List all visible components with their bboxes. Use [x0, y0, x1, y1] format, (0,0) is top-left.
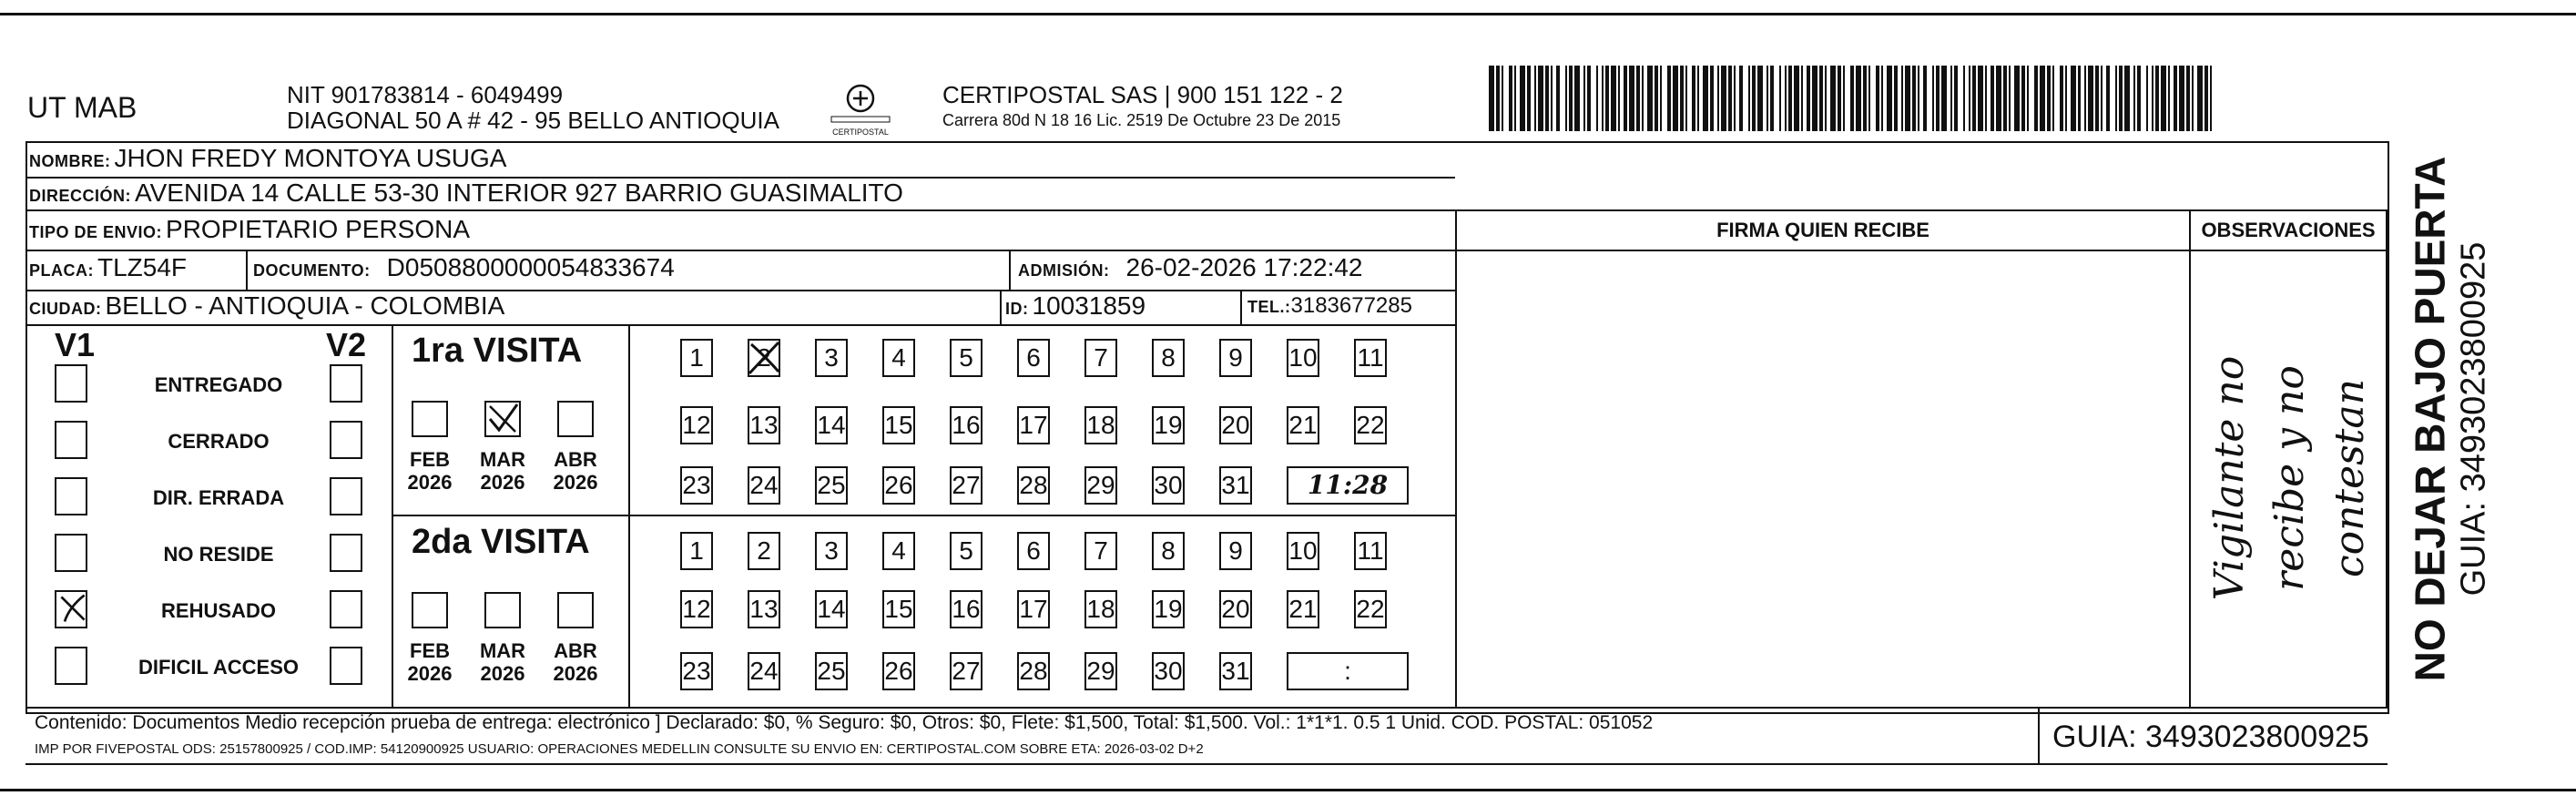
visit1-day-cell[interactable]: 9	[1219, 339, 1252, 377]
visit2-day-cell[interactable]: 30	[1152, 652, 1185, 690]
barcode-bar	[2212, 66, 2217, 131]
status-label: ENTREGADO	[154, 373, 283, 396]
visit2-day-cell[interactable]: 19	[1152, 590, 1185, 628]
visit2-day-cell[interactable]: 24	[748, 652, 780, 690]
visit2-time-field[interactable]: :	[1287, 652, 1409, 690]
admission-field	[1018, 253, 1363, 282]
status-v2-checkbox[interactable]	[330, 421, 362, 459]
visit1-month-label: ABR 2026	[553, 448, 598, 495]
visit1-day-cell[interactable]: 10	[1287, 339, 1319, 377]
status-v1-checkbox[interactable]	[55, 364, 87, 403]
months-divider	[628, 324, 630, 707]
visit2-month-checkbox[interactable]	[412, 592, 448, 628]
visit2-day-cell[interactable]: 28	[1017, 652, 1050, 690]
visit2-day-cell[interactable]: 14	[815, 590, 848, 628]
id-value: 10031859	[1032, 291, 1146, 320]
document-value: D0508800000054833674	[386, 253, 675, 281]
name-value: JHON FREDY MONTOYA USUGA	[114, 144, 507, 172]
status-divider	[392, 324, 393, 707]
plate-field	[29, 253, 187, 282]
visit1-day-cell[interactable]: 18	[1084, 406, 1117, 444]
status-label: DIFICIL ACCESO	[137, 656, 299, 679]
city-value: BELLO - ANTIOQUIA - COLOMBIA	[105, 291, 505, 320]
observations-header: OBSERVACIONES	[2201, 219, 2376, 241]
footer-divider	[25, 707, 2388, 709]
visit2-day-cell[interactable]: 9	[1219, 532, 1252, 570]
visit1-day-cell[interactable]: 20	[1219, 406, 1252, 444]
status-v1-checkbox-checked[interactable]	[55, 590, 87, 628]
visit2-day-cell[interactable]: 2	[748, 532, 780, 570]
visit2-day-cell[interactable]: 7	[1084, 532, 1117, 570]
name-field	[29, 144, 506, 173]
visit1-day-cell[interactable]: 5	[950, 339, 983, 377]
id-divider	[1000, 290, 1002, 324]
plate-label: PLACA:	[29, 261, 94, 280]
visit1-day-cell[interactable]: 8	[1152, 339, 1185, 377]
v2-label: V2	[326, 326, 367, 363]
visit2-day-cell[interactable]: 4	[882, 532, 915, 570]
ship-type-value: PROPIETARIO PERSONA	[166, 215, 471, 243]
side-guide: GUIA: 3493023800925	[2454, 241, 2493, 597]
carrier-line-2: Carrera 80d N 18 16 Lic. 2519 De Octubre 23 De 2015	[942, 111, 1341, 129]
visit1-day-cell[interactable]: 19	[1152, 406, 1185, 444]
no-dejar-warning: NO DEJAR BAJO PUERTA	[2406, 156, 2454, 682]
visit1-day-cell[interactable]: 25	[815, 466, 848, 505]
visit2-day-cell[interactable]: 26	[882, 652, 915, 690]
city-field	[29, 291, 504, 321]
ship-type-field	[29, 215, 470, 244]
status-label: DIR. ERRADA	[152, 486, 285, 509]
row-divider	[25, 324, 1455, 326]
visit2-day-cell[interactable]: 15	[882, 590, 915, 628]
visit2-month-checkbox[interactable]	[484, 592, 521, 628]
admission-divider	[1009, 250, 1011, 290]
status-label: REHUSADO	[161, 599, 276, 622]
visit2-day-cell[interactable]: 27	[950, 652, 983, 690]
status-v2-checkbox[interactable]	[330, 647, 362, 685]
status-v1-checkbox[interactable]	[55, 421, 87, 459]
certipostal-logo	[824, 80, 897, 135]
visit1-day-cell[interactable]: 17	[1017, 406, 1050, 444]
visit1-day-cell-checked[interactable]: 2	[748, 339, 780, 377]
observations-handwriting	[2194, 255, 2386, 701]
visit1-month-checkbox-checked[interactable]	[484, 401, 521, 437]
visit2-day-cell[interactable]: 18	[1084, 590, 1117, 628]
row-divider	[25, 209, 1455, 211]
visit2-day-cell[interactable]: 8	[1152, 532, 1185, 570]
visit-divider	[392, 515, 1455, 516]
plate-value: TLZ54F	[97, 253, 188, 281]
visit1-day-cell[interactable]: 23	[680, 466, 713, 505]
visit1-day-cell[interactable]: 11	[1354, 339, 1387, 377]
visit1-day-cell[interactable]: 4	[882, 339, 915, 377]
visit2-day-cell[interactable]: 10	[1287, 532, 1319, 570]
status-v2-checkbox[interactable]	[330, 477, 362, 515]
visit1-day-cell[interactable]: 26	[882, 466, 915, 505]
visit1-day-cell[interactable]: 13	[748, 406, 780, 444]
visit1-day-cell[interactable]: 21	[1287, 406, 1319, 444]
visit1-day-cell[interactable]: 1	[680, 339, 713, 377]
visit2-day-cell[interactable]: 21	[1287, 590, 1319, 628]
bottom-border	[0, 789, 2576, 791]
ship-type-label: TIPO DE ENVIO:	[29, 223, 163, 241]
status-v1-checkbox[interactable]	[55, 647, 87, 685]
visit2-day-cell[interactable]: 3	[815, 532, 848, 570]
visit2-day-cell[interactable]: 11	[1354, 532, 1387, 570]
address-label: DIRECCIÓN:	[29, 187, 131, 205]
observations-left-border	[2189, 209, 2191, 709]
tel-divider	[1240, 290, 1242, 324]
handwriting-line-3: contestan	[2327, 378, 2373, 578]
visit2-day-cell[interactable]: 12	[680, 590, 713, 628]
visit1-day-cell[interactable]: 6	[1017, 339, 1050, 377]
document-label: DOCUMENTO:	[253, 261, 371, 280]
status-v2-checkbox[interactable]	[330, 364, 362, 403]
sender-nit: NIT 901783814 - 6049499	[287, 81, 564, 108]
visit2-month-label: ABR 2026	[553, 639, 598, 686]
visit2-title: 2da VISITA	[412, 523, 590, 561]
handwriting-line-1: Vigilante no	[2206, 355, 2253, 601]
tel-field	[1247, 293, 1412, 319]
visit1-day-cell[interactable]: 28	[1017, 466, 1050, 505]
visit2-day-cell[interactable]: 29	[1084, 652, 1117, 690]
document-field	[253, 253, 675, 282]
visit2-month-label: MAR 2026	[479, 639, 526, 686]
visit1-day-cell[interactable]: 31	[1219, 466, 1252, 505]
footer-guide-divider	[2038, 707, 2040, 765]
visit1-month-label: MAR 2026	[479, 448, 526, 495]
admission-value: 26-02-2026 17:22:42	[1125, 253, 1363, 281]
visit2-day-cell[interactable]: 5	[950, 532, 983, 570]
visit1-day-cell[interactable]: 12	[680, 406, 713, 444]
visit1-day-cell[interactable]: 29	[1084, 466, 1117, 505]
tel-label: TEL.:	[1247, 298, 1291, 316]
logo-caption: CERTIPOSTAL	[832, 128, 889, 137]
visit2-day-cell[interactable]: 23	[680, 652, 713, 690]
visit1-day-cell[interactable]: 16	[950, 406, 983, 444]
visit2-month-checkbox[interactable]	[557, 592, 594, 628]
visit2-month-label: FEB 2026	[407, 639, 453, 686]
id-field	[1005, 291, 1145, 321]
handwriting-line-2: recibe y no	[2266, 365, 2313, 591]
side-text	[2395, 146, 2504, 692]
observations-right-border	[2386, 209, 2388, 709]
status-v2-checkbox[interactable]	[330, 534, 362, 572]
address-value: AVENIDA 14 CALLE 53-30 INTERIOR 927 BARRIO GUASIMALITO	[135, 179, 903, 207]
signature-header: FIRMA QUIEN RECIBE	[1716, 219, 1929, 241]
visit2-day-cell[interactable]: 17	[1017, 590, 1050, 628]
visit1-day-cell[interactable]: 30	[1152, 466, 1185, 505]
visit1-day-cell[interactable]: 3	[815, 339, 848, 377]
admission-label: ADMISIÓN:	[1018, 261, 1110, 280]
visit1-month-checkbox[interactable]	[412, 401, 448, 437]
visit1-month-label: FEB 2026	[407, 448, 453, 495]
visit1-day-cell[interactable]: 7	[1084, 339, 1117, 377]
signature-area[interactable]	[1457, 251, 2189, 707]
visit1-day-cell[interactable]: 15	[882, 406, 915, 444]
visit1-title: 1ra VISITA	[412, 332, 583, 370]
v1-label: V1	[55, 326, 96, 363]
visit2-day-cell[interactable]: 25	[815, 652, 848, 690]
barcode	[1489, 66, 2217, 131]
visit2-day-cell[interactable]: 31	[1219, 652, 1252, 690]
footer-imp-line: IMP POR FIVEPOSTAL ODS: 25157800925 / COD.IMP: 54120900925 USUARIO: OPERACIONES MEDELLIN CONSULTE SU ENVIO EN: CERTIPOSTAL.COM SOBRE ETA: 2026-03-02 D+2	[35, 741, 1204, 757]
status-label: NO RESIDE	[163, 543, 274, 566]
visit2-day-cell[interactable]: 1	[680, 532, 713, 570]
visit1-day-cell[interactable]: 24	[748, 466, 780, 505]
visit2-day-cell[interactable]: 6	[1017, 532, 1050, 570]
visit1-day-cell[interactable]: 22	[1354, 406, 1387, 444]
sender-name: UT MAB	[27, 91, 137, 124]
name-label: NOMBRE:	[29, 152, 111, 170]
visit2-day-cell[interactable]: 13	[748, 590, 780, 628]
top-border	[0, 13, 2576, 15]
sender-address: DIAGONAL 50 A # 42 - 95 BELLO ANTIOQUIA	[287, 107, 779, 134]
status-v2-checkbox[interactable]	[330, 590, 362, 628]
status-label: CERRADO	[168, 430, 270, 453]
footer-guide: GUIA: 3493023800925	[2052, 719, 2369, 754]
columns-top	[1455, 209, 2388, 211]
visit1-month-checkbox[interactable]	[557, 401, 594, 437]
visit1-day-cell[interactable]: 27	[950, 466, 983, 505]
id-label: ID:	[1005, 300, 1029, 318]
status-v1-checkbox[interactable]	[55, 477, 87, 515]
visit2-day-cell[interactable]: 16	[950, 590, 983, 628]
city-label: CIUDAD:	[29, 300, 102, 318]
address-field	[29, 179, 903, 208]
visit1-time-field[interactable]: 11:28	[1287, 466, 1409, 505]
footer-content-line: Contenido: Documentos Medio recepción prueba de entrega: electrónico ] Declarado: $0, % Seguro: $0, Otros: $0, Flete: $1,500, Total: $1,500. Vol.: 1*1*1. 0.5 1 Unid. COD. POSTAL: 051052	[35, 712, 1654, 733]
status-v1-checkbox[interactable]	[55, 534, 87, 572]
visit2-day-cell[interactable]: 20	[1219, 590, 1252, 628]
visit2-day-cell[interactable]: 22	[1354, 590, 1387, 628]
visit1-day-cell[interactable]: 14	[815, 406, 848, 444]
plate-divider	[246, 250, 248, 290]
carrier-line-1: CERTIPOSTAL SAS | 900 151 122 - 2	[942, 81, 1343, 108]
footer-bottom	[25, 763, 2388, 765]
tel-value: 3183677285	[1290, 293, 1412, 318]
